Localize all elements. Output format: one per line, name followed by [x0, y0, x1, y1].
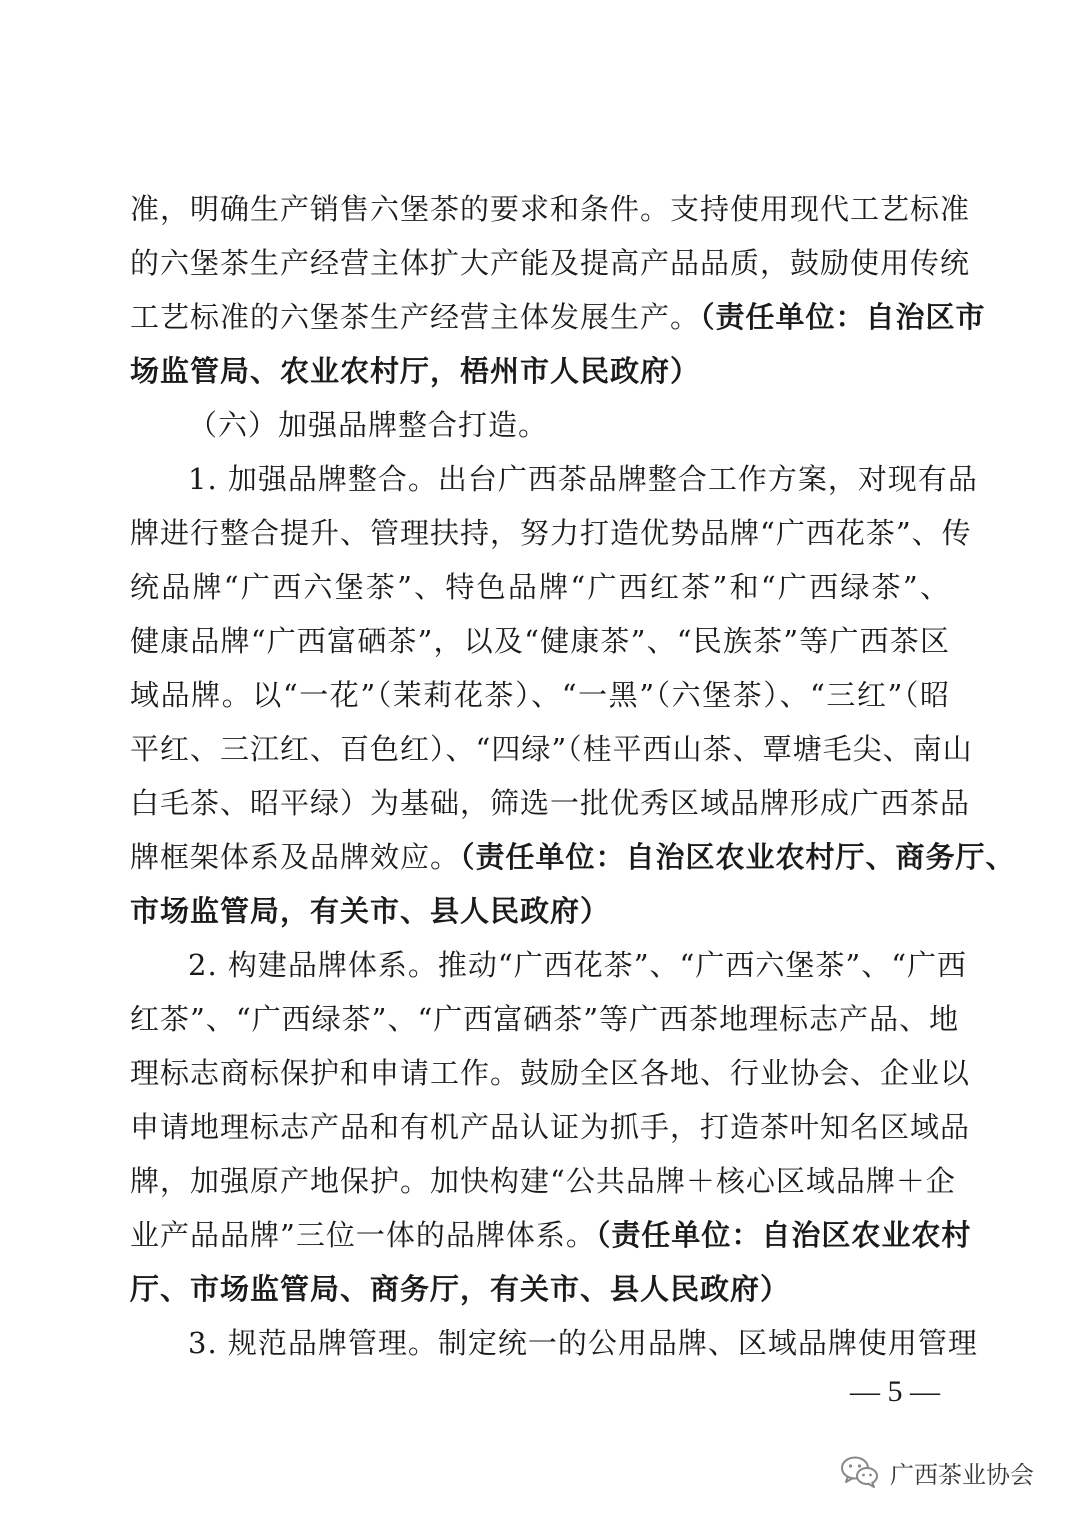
body-line: 域品牌。以“一花”（茉莉花茶）、“一黑”（六堡茶）、“三红”（昭: [130, 678, 950, 712]
responsible-units: 场监管局、农业农村厅，梧州市人民政府）: [130, 354, 701, 388]
responsible-units: 厅、市场监管局、商务厅，有关市、县人民政府）: [130, 1272, 791, 1306]
body-line: 红茶”、“广西绿茶”、“广西富硒茶”等广西茶地理标志产品、地: [130, 1002, 960, 1036]
body-line: 3. 规范品牌管理。制定统一的公用品牌、区域品牌使用管理: [188, 1326, 978, 1360]
body-line: 申请地理标志产品和有机产品认证为抓手，打造茶叶知名区域品: [130, 1110, 971, 1144]
body-line: [130, 884, 950, 938]
body-line: 牌，加强原产地保护。加快构建“公共品牌＋核心区域品牌＋企: [130, 1164, 956, 1198]
watermark-label: 广西茶业协会: [890, 1460, 1034, 1489]
watermark: [840, 1450, 1034, 1494]
body-line: 工艺标准的六堡茶生产经营主体发展生产。（责任单位：自治区市: [130, 300, 986, 334]
body-line: 健康品牌“广西富硒茶”，以及“健康茶”、“民族茶”等广西茶区: [130, 624, 950, 658]
body-line: 1. 加强品牌整合。出台广西茶品牌整合工作方案，对现有品: [188, 462, 978, 496]
body-line: 牌框架体系及品牌效应。（责任单位：自治区农业农村厅、商务厅、: [130, 840, 1016, 874]
body-line: 平红、三江红、百色红）、“四绿”（桂平西山茶、覃塘毛尖、南山: [130, 732, 973, 766]
body-line: 统品牌“广西六堡茶”、特色品牌“广西红茶”和“广西绿茶”、: [130, 570, 950, 604]
body-line: 理标志商标保护和申请工作。鼓励全区各地、行业协会、企业以: [130, 1056, 971, 1090]
document-body: [130, 182, 1016, 1370]
body-line: 2. 构建品牌体系。推动“广西花茶”、“广西六堡茶”、“广西: [188, 948, 968, 982]
body-line: 准，明确生产销售六堡茶的要求和条件。支持使用现代工艺标准: [130, 192, 971, 226]
wechat-icon: [840, 1455, 880, 1489]
body-line: [130, 1262, 950, 1316]
body-line: 的六堡茶生产经营主体扩大产能及提高产品品质，鼓励使用传统: [130, 246, 971, 280]
section-heading: （六）加强品牌整合打造。: [188, 408, 549, 442]
body-line: 业产品品牌”三位一体的品牌体系。（责任单位：自治区农业农村: [130, 1218, 972, 1252]
body-line: 牌进行整合提升、管理扶持，努力打造优势品牌“广西花茶”、传: [130, 516, 972, 550]
responsible-units: （责任单位：自治区农业农村: [595, 1218, 972, 1252]
responsible-units: （责任单位：自治区市: [700, 300, 986, 334]
responsible-units: 市场监管局，有关市、县人民政府）: [130, 894, 611, 928]
responsible-units: （责任单位：自治区农业农村厅、商务厅、: [460, 840, 1016, 874]
body-line: [130, 344, 950, 398]
body-line: 白毛茶、昭平绿）为基础，筛选一批优秀区域品牌形成广西茶品: [130, 786, 971, 820]
page-number: — 5 —: [850, 1375, 940, 1408]
